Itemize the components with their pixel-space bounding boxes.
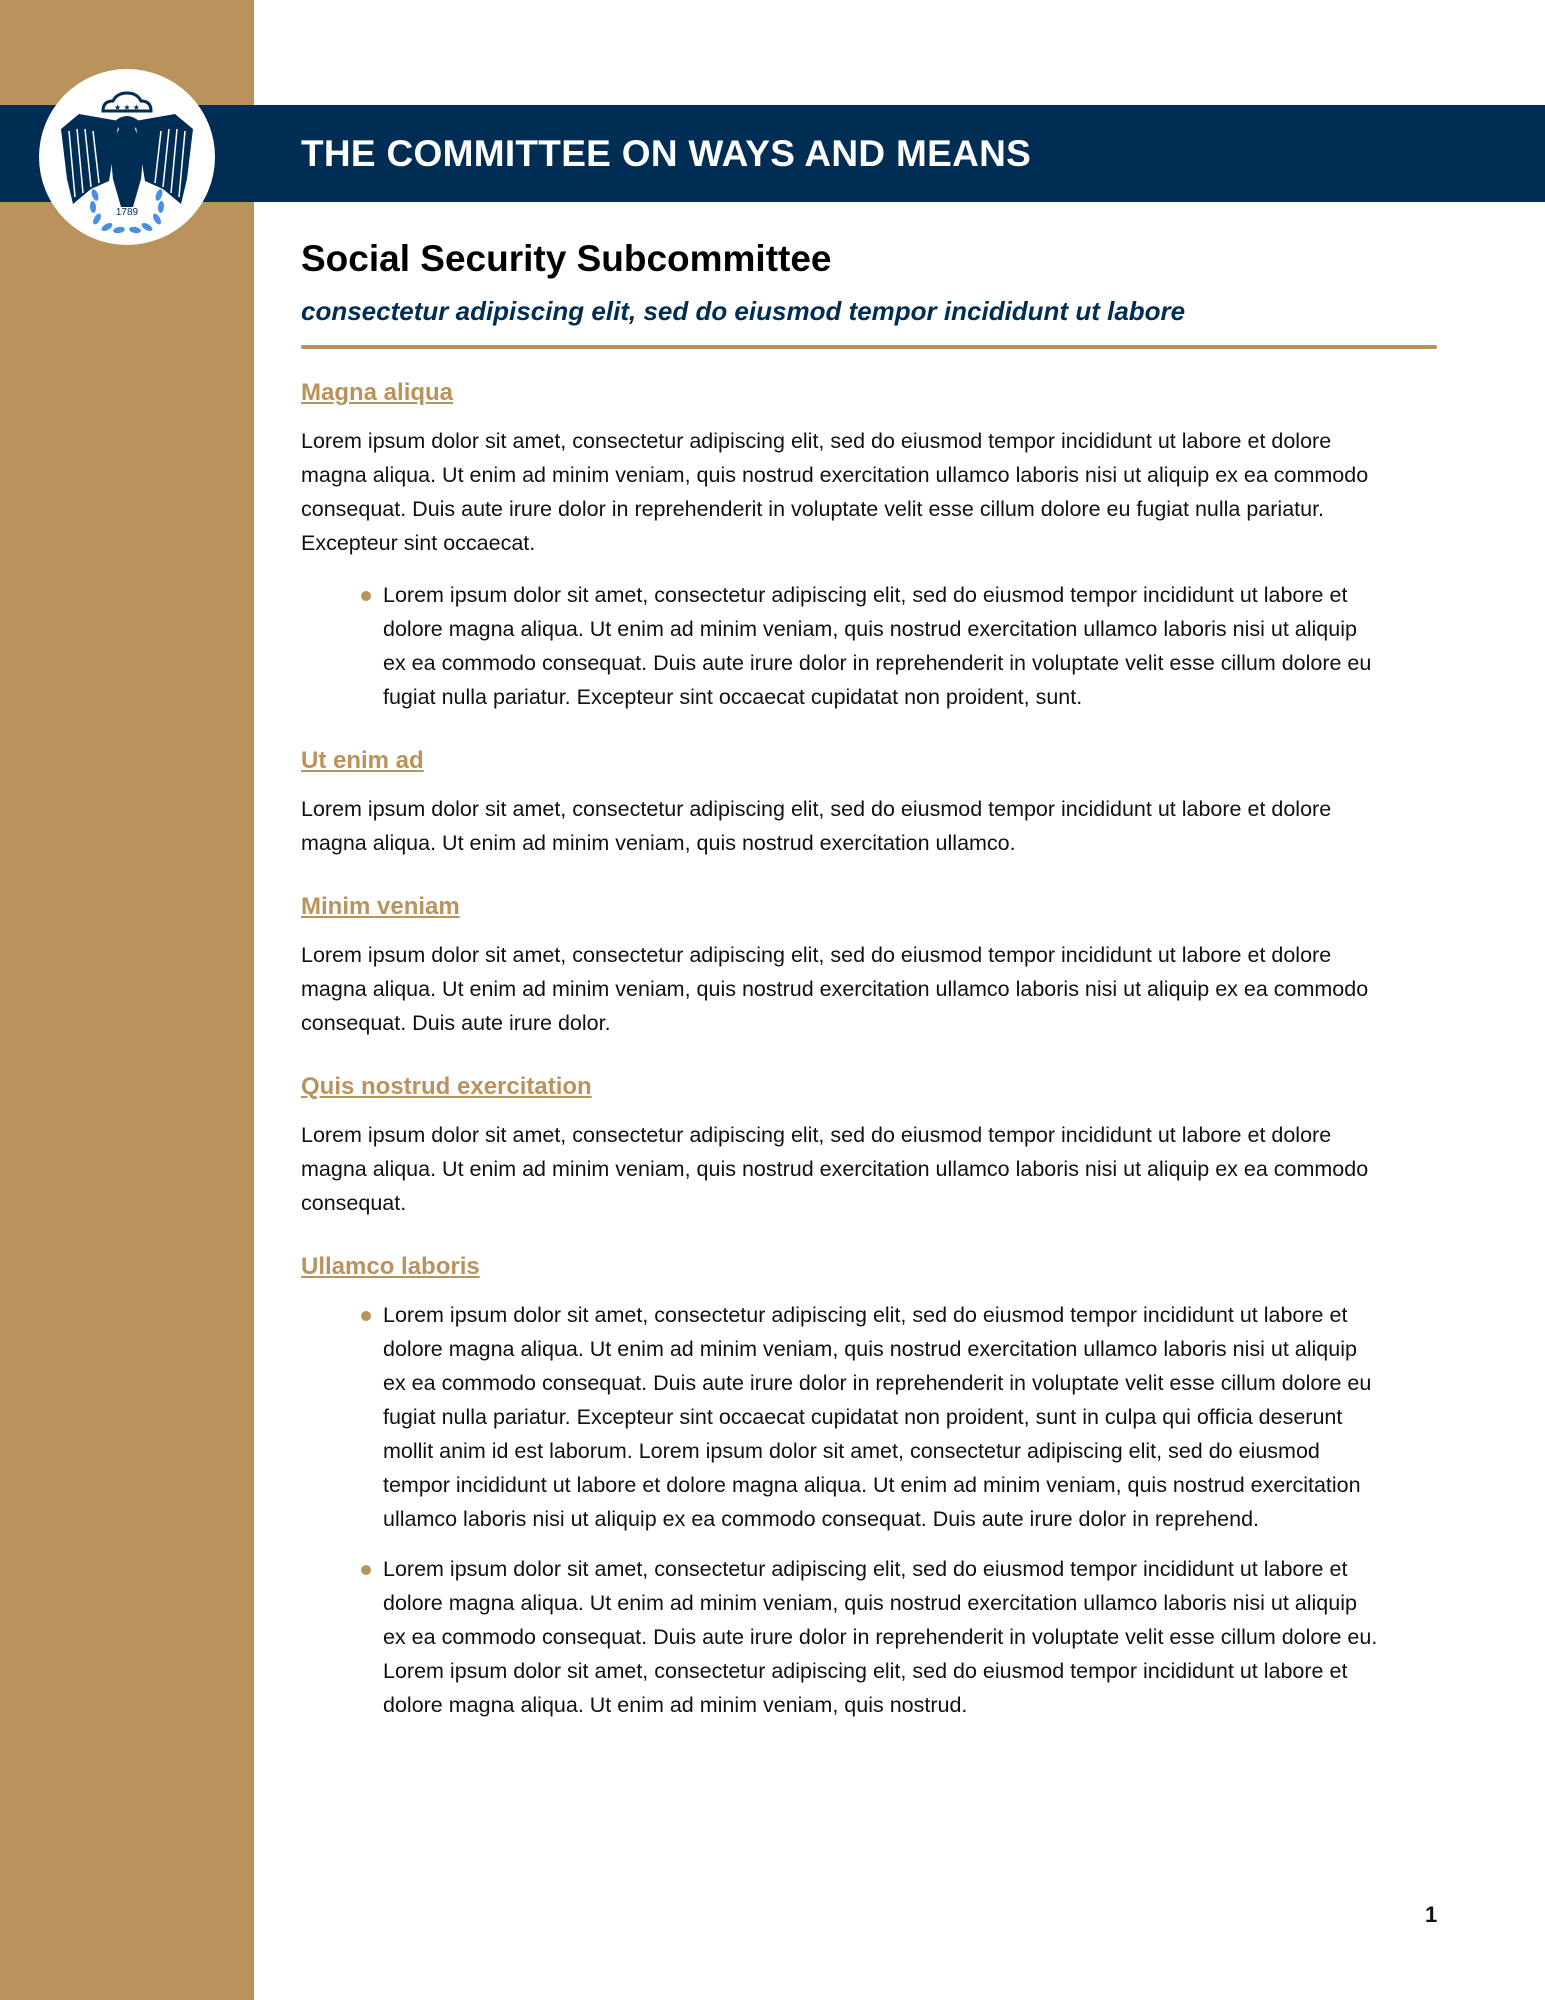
section-ut-enim-ad (301, 744, 1381, 860)
section-magna-aliqua (301, 376, 1381, 714)
divider (301, 345, 1437, 349)
section-paragraph: Lorem ipsum dolor sit amet, consectetur adipiscing elit, sed do eiusmod tempor incididunt ut labore et dolore magna aliqua. Ut enim ad minim veniam, quis nostrud exercitation ullamco laboris nisi ut aliquip ex ea commodo consequat. Duis aute irure dolor. (301, 943, 1369, 1035)
eagle-seal-icon (39, 69, 215, 245)
section-paragraph: Lorem ipsum dolor sit amet, consectetur adipiscing elit, sed do eiusmod tempor incididunt ut labore et dolore magna aliqua. Ut enim ad minim veniam, quis nostrud exercitation ullamco. (301, 797, 1332, 855)
svg-text:★ ★ ★: ★ ★ ★ (114, 103, 140, 112)
seal-year: 1789 (115, 207, 139, 218)
section-paragraph: Lorem ipsum dolor sit amet, consectetur adipiscing elit, sed do eiusmod tempor incididunt ut labore et dolore magna aliqua. Ut enim ad minim veniam, quis nostrud exercitation ullamco laboris nisi ut aliquip ex ea commodo consequat. (301, 1123, 1369, 1215)
page-number: 1 (1425, 1902, 1438, 1927)
section-paragraph: Lorem ipsum dolor sit amet, consectetur adipiscing elit, sed do eiusmod tempor incididunt ut labore et dolore magna aliqua. Ut enim ad minim veniam, quis nostrud exercitation ullamco laboris nisi ut aliquip ex ea commodo consequat. Duis aute irure dolor in reprehenderit in voluptate velit esse cillum dolore eu fugiat nulla pariatur. Excepteur sint occaecat. (301, 429, 1369, 555)
committee-title: THE COMMITTEE ON WAYS AND MEANS (301, 133, 1032, 174)
page-subtitle: consectetur adipiscing elit, sed do eiusmod tempor incididunt ut labore (301, 296, 1186, 326)
bullet-icon (361, 1565, 371, 1575)
list-item: Lorem ipsum dolor sit amet, consectetur adipiscing elit, sed do eiusmod tempor incididunt ut labore et dolore magna aliqua. Ut enim ad minim veniam, quis nostrud exercitation ullamco laboris nisi ut aliquip ex ea commodo consequat. Duis aute irure dolor in reprehenderit in voluptate velit esse cillum dolore eu. Lorem ipsum dolor sit amet, consectetur adipiscing elit, sed do eiusmod tempor incididunt ut labore et dolore magna aliqua. Ut enim ad minim veniam, quis nostrud. (383, 1552, 1381, 1722)
bullet-icon (361, 1311, 371, 1321)
page-title: Social Security Subcommittee (301, 238, 832, 279)
list-item: Lorem ipsum dolor sit amet, consectetur adipiscing elit, sed do eiusmod tempor incididunt ut labore et dolore magna aliqua. Ut enim ad minim veniam, quis nostrud exercitation ullamco laboris nisi ut aliquip ex ea commodo consequat. Duis aute irure dolor in reprehenderit in voluptate velit esse cillum dolore eu fugiat nulla pariatur. Excepteur sint occaecat cupidatat non proident, sunt. (383, 578, 1381, 714)
section-heading: Quis nostrud exercitation (301, 1073, 592, 1100)
bullet-list (301, 578, 1381, 714)
bullet-icon (361, 591, 371, 601)
bullet-list (301, 1298, 1381, 1722)
list-item: Lorem ipsum dolor sit amet, consectetur adipiscing elit, sed do eiusmod tempor incididunt ut labore et dolore magna aliqua. Ut enim ad minim veniam, quis nostrud exercitation ullamco laboris nisi ut aliquip ex ea commodo consequat. Duis aute irure dolor in reprehenderit in voluptate velit esse cillum dolore eu fugiat nulla pariatur. Excepteur sint occaecat cupidatat non proident, sunt in culpa qui officia deserunt mollit anim id est laborum. Lorem ipsum dolor sit amet, consectetur adipiscing elit, sed do eiusmod tempor incididunt ut labore et dolore magna aliqua. Ut enim ad minim veniam, quis nostrud exercitation ullamco laboris nisi ut aliquip ex ea commodo consequat. Duis aute irure dolor in reprehend. (383, 1298, 1381, 1536)
section-minim-veniam (301, 890, 1381, 1040)
sidebar-band (0, 0, 254, 2000)
section-heading: Ut enim ad (301, 747, 424, 774)
section-quis-nostrud (301, 1070, 1381, 1220)
section-ullamco-laboris (301, 1250, 1381, 1722)
document-body (301, 376, 1381, 1722)
section-heading: Minim veniam (301, 893, 460, 920)
section-heading: Ullamco laboris (301, 1253, 480, 1280)
section-heading: Magna aliqua (301, 379, 454, 406)
